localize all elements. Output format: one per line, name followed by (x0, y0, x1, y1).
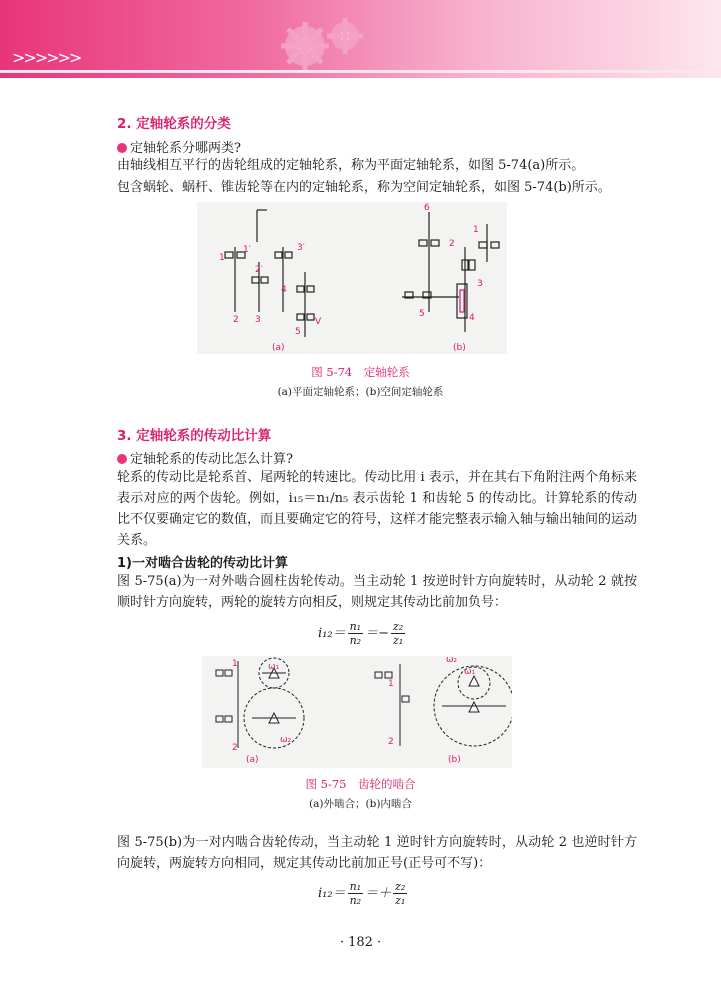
question-3 (117, 448, 293, 467)
formula2-mid: ＝＋ (365, 886, 392, 901)
fig74b-label-6: 6 (424, 203, 430, 213)
header-banner (0, 0, 721, 78)
fig75-label-b: (b) (448, 755, 461, 765)
fig74b-label-1: 1 (473, 225, 479, 235)
gears-icon (270, 14, 380, 74)
page-number: · 182 · (339, 935, 382, 950)
figure-5-74-caption: 图 5-74 定轴轮系 (311, 365, 410, 379)
paragraph-space-gear-train: 包含蜗轮、蜗杆、锥齿轮等在内的定轴轮系，称为空间定轴轮系，如图 5-74(b)所示。 (117, 180, 611, 195)
fig74-label-b: (b) (453, 343, 466, 353)
figure-5-75-caption: 图 5-75 齿轮的啮合 (305, 777, 416, 791)
fig75-label-a: (a) (246, 755, 259, 765)
fig75b-label-1: 1 (388, 679, 394, 689)
fig74b-label-4: 4 (469, 313, 475, 323)
fig74a-label-2prime: 2′ (255, 265, 263, 275)
formula1-lhs: i₁₂＝ (318, 626, 346, 641)
fig74b-label-5: 5 (419, 309, 425, 319)
formula1-mid: ＝− (365, 626, 389, 641)
formula-internal-ratio (318, 880, 409, 907)
fig75a-label-1: 1 (232, 659, 238, 669)
fig75a-omega2: ω₂ (280, 735, 292, 745)
fig75b-omega1: ω₁ (464, 667, 476, 677)
fig74a-label-5: 5 (295, 327, 301, 337)
fig75b-label-2: 2 (388, 737, 394, 747)
paragraph-external-mesh: 图 5-75(a)为一对外啮合圆柱齿轮传动。当主动轮 1 按逆时针方向旋转时，从动轮 2 就按顺时针方向旋转，两轮的旋转方向相反，则规定其传动比前加负号： (117, 574, 637, 610)
fig74a-label-3prime: 3′ (297, 243, 305, 253)
question-2-text: 定轴轮系分哪两类? (130, 141, 241, 156)
paragraph-plane-gear-train: 由轴线相互平行的齿轮组成的定轴轮系，称为平面定轴轮系，如图 5-74(a)所示。 (117, 158, 585, 173)
formula1-n-frac: $\frac{\text{n₁}}{\text{n₂}}$ (349, 620, 362, 647)
subheading-gear-pair: 1)一对啮合齿轮的传动比计算 (117, 556, 288, 571)
formula1-z-frac: $\frac{\text{z₂}}{\text{z₁}}$ (393, 620, 404, 647)
fig74a-label-3: 3 (255, 315, 261, 325)
fig74-label-a: (a) (272, 343, 285, 353)
fig75b-omega2: ω₂ (446, 656, 458, 665)
question-2 (117, 137, 241, 156)
fig74a-label-v: V (315, 317, 322, 327)
bullet-dot-icon (117, 143, 127, 153)
figure-5-74-subcaption: (a)平面定轴轮系；(b)空间定轴轮系 (277, 386, 444, 398)
formula2-n-frac: $\frac{\text{n₁}}{\text{n₂}}$ (349, 880, 362, 907)
section-heading-3: 3. 定轴轮系的传动比计算 (117, 428, 272, 444)
figure-5-75 (202, 656, 512, 768)
figure-5-74 (197, 202, 507, 354)
gear-mesh-diagram (202, 656, 512, 768)
fig74a-label-4: 4 (281, 285, 287, 295)
fig74a-label-1: 1 (219, 253, 225, 263)
question-3-text: 定轴轮系的传动比怎么计算? (130, 452, 293, 467)
formula2-z-frac: $\frac{\text{z₂}}{\text{z₁}}$ (395, 880, 406, 907)
figure-5-75-subcaption: (a)外啮合；(b)内啮合 (309, 798, 412, 810)
section-heading-2: 2. 定轴轮系的分类 (117, 116, 231, 132)
fig74a-label-1prime: 1′ (243, 245, 251, 255)
fig75a-omega1: ω₁ (268, 662, 280, 672)
paragraph-internal-mesh: 图 5-75(b)为一对内啮合齿轮传动，当主动轮 1 逆时针方向旋转时，从动轮 2 也逆时针方向旋转，两旋转方向相同，规定其传动比前加正号(正号可不写)： (117, 835, 637, 871)
fig74b-label-2: 2 (449, 239, 455, 249)
formula2-lhs: i₁₂＝ (318, 886, 346, 901)
fig75a-label-2: 2 (232, 743, 238, 753)
formula-external-ratio (318, 620, 407, 647)
fig74b-label-3: 3 (477, 279, 483, 289)
gear-train-diagram (197, 202, 507, 354)
chevrons-decoration: >>>>>> (12, 48, 81, 67)
fig74a-label-2: 2 (233, 315, 239, 325)
paragraph-transmission-ratio: 轮系的传动比是轮系首、尾两轮的转速比。传动比用 i 表示，并在其右下角附注两个角标来表示对应的两个齿轮。例如，i₁₅＝n₁/n₅ 表示齿轮 1 和齿轮 5 的传动比。计算轮系的传动比不仅要确定它的数值，而且要确定它的符号，这样才能完整表示输入轴与输出轴间的运动关系。 (117, 470, 638, 548)
bullet-dot-icon (117, 454, 127, 464)
